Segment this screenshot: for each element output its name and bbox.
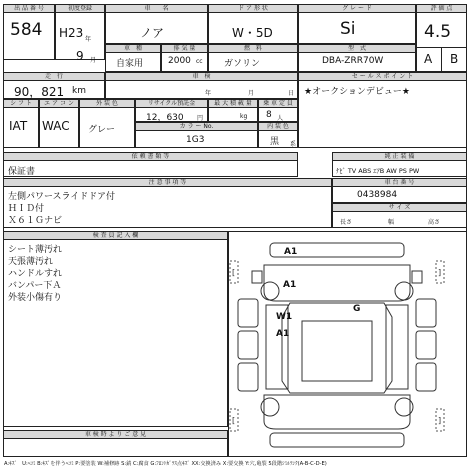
model-header: 型 式 — [299, 45, 415, 53]
size-width-label: 幅 — [388, 219, 395, 226]
size-height-label: 高さ — [428, 219, 441, 226]
inspector-note-3: ハンドルすれ — [8, 269, 63, 279]
docs-header: 依 頼 書 類 等 — [4, 153, 297, 161]
svg-text:]: ] — [438, 268, 442, 277]
car-name-value: ノア — [140, 26, 165, 40]
first-reg-year-unit: 年 — [85, 36, 92, 43]
max-load-unit: kg — [240, 113, 248, 120]
mileage-value: 90，821 — [14, 85, 65, 99]
interior-color-unit: 系 — [290, 141, 297, 148]
genuine-equipment-value: ﾅﾋﾞ TV ABS ｴｱB AW PS PW — [336, 167, 420, 175]
svg-text:[: [ — [232, 268, 236, 277]
notes-line-2: ＨＩＤ付 — [8, 204, 45, 214]
aircon-value: WAC — [42, 119, 70, 133]
interior-color-value: 黒 — [270, 137, 280, 147]
inspector-note-4: バンパー下Ａ — [8, 281, 62, 291]
vehicle-type-value: 自家用 — [116, 59, 144, 69]
exterior-color-value: グレー — [88, 125, 116, 135]
inspector-note-1: シート薄汚れ — [8, 245, 63, 255]
recycle-header: リサイクル預託金 — [136, 100, 207, 108]
size-header: サ イ ズ — [333, 204, 466, 212]
notes-header: 注 意 事 項 等 — [4, 179, 331, 187]
first-reg-month-unit: 月 — [90, 57, 97, 64]
car-diagram — [228, 231, 467, 457]
inspector-notes-header: 検 査 員 記 入 欄 — [4, 232, 227, 240]
first-reg-header: 初度登録 — [56, 5, 104, 13]
color-no-header: カ ラ ー No. — [136, 123, 257, 131]
chassis-value: 0438984 — [357, 190, 398, 200]
color-no-value: 1G3 — [186, 135, 205, 145]
score-overall: 4.5 — [424, 22, 452, 42]
door-shape-value: W・5D — [232, 26, 273, 40]
capacity-unit: 人 — [277, 115, 284, 122]
mark-front-bumper: A1 — [284, 247, 298, 257]
shift-header: シ フ ト — [4, 100, 38, 108]
inspector-note-2: 天張薄汚れ — [8, 257, 54, 267]
inspection-header: 車 検 — [106, 73, 297, 81]
mark-left-rear: A1 — [276, 329, 290, 339]
max-load-header: 最 大 積 載 量 — [209, 100, 257, 108]
docs-value: 保証書 — [8, 167, 36, 177]
grade-header: グ レ ー ド — [299, 5, 415, 13]
aircon-header: エ ア コ ン — [40, 100, 78, 108]
mileage-header: 走 行 — [4, 73, 104, 81]
model-value: DBA-ZRR70W — [322, 56, 384, 66]
capacity-header: 乗 車 定 員 — [259, 100, 297, 108]
lot-no-header: 出 品 番 号 — [4, 5, 54, 13]
displacement-value: 2000 — [168, 56, 191, 66]
mark-left-door: W1 — [276, 312, 293, 322]
fuel-value: ガソリン — [224, 59, 261, 69]
first-reg-month: 9 — [76, 49, 84, 63]
mileage-unit: km — [72, 86, 86, 96]
door-shape-header: ド ア 形 状 — [209, 5, 297, 13]
legend: A:ｷｽﾞ U:ﾍｺﾐ B:ｷｽﾞを伴うﾍｺﾐ P:要塗装 W:補修跡 S:錆 C:腐食 G:ﾌﾛﾝﾄｶﾞﾗｽ点ｷｽﾞ XX:交換済み X:要交換 Y:穴,亀裂 5段階ｼﾐﾙﾗﾝｸ(A-B-C-D-E) — [4, 461, 327, 467]
displacement-unit: cc — [196, 58, 203, 65]
recycle-value: 12，630 — [146, 113, 184, 123]
grade-value: Si — [340, 19, 356, 39]
inspection-month-unit: 月 — [248, 90, 255, 97]
mark-windshield: G — [353, 304, 361, 314]
mark-front-left: A1 — [283, 280, 297, 290]
inspection-year-unit: 年 — [205, 90, 212, 97]
chassis-header: 車 台 番 号 — [333, 179, 466, 187]
score-interior: B — [450, 52, 459, 66]
first-reg-year: 23 — [68, 26, 84, 40]
svg-text:]: ] — [438, 416, 442, 425]
shift-value: IAT — [9, 119, 28, 133]
car-name-header: 車 名 — [106, 5, 207, 13]
first-reg-era: H — [59, 26, 69, 40]
score-header: 評 価 点 — [417, 5, 466, 13]
sales-point-header: セ ー ル ス ポ イ ン ト — [299, 73, 466, 81]
interior-color-header: 内 装 色 — [259, 123, 297, 131]
owner-notes-header: 車 検 時 よ り ご 意 見 — [4, 431, 227, 439]
score-exterior: A — [424, 52, 433, 66]
svg-text:[: [ — [232, 416, 236, 425]
notes-line-3: Ｘ６１Ｇナビ — [8, 216, 63, 226]
capacity-value: 8 — [266, 110, 272, 120]
notes-line-1: 左側パワースライドドア付 — [8, 192, 116, 202]
vehicle-type-header: 車 種 — [106, 45, 160, 53]
size-length-label: 長さ — [340, 219, 353, 226]
displacement-header: 排 気 量 — [162, 45, 207, 53]
recycle-unit: 円 — [197, 115, 204, 122]
sales-point-value: ★オークションデビュー★ — [304, 87, 410, 97]
inspector-note-5: 外装小傷有り — [8, 293, 63, 303]
inspection-day-unit: 日 — [288, 90, 295, 97]
genuine-equipment-header: 純 正 装 備 — [333, 153, 466, 161]
exterior-color-header: 外 装 色 — [80, 100, 134, 108]
fuel-header: 燃 料 — [209, 45, 297, 53]
lot-no-value: 584 — [10, 20, 43, 40]
